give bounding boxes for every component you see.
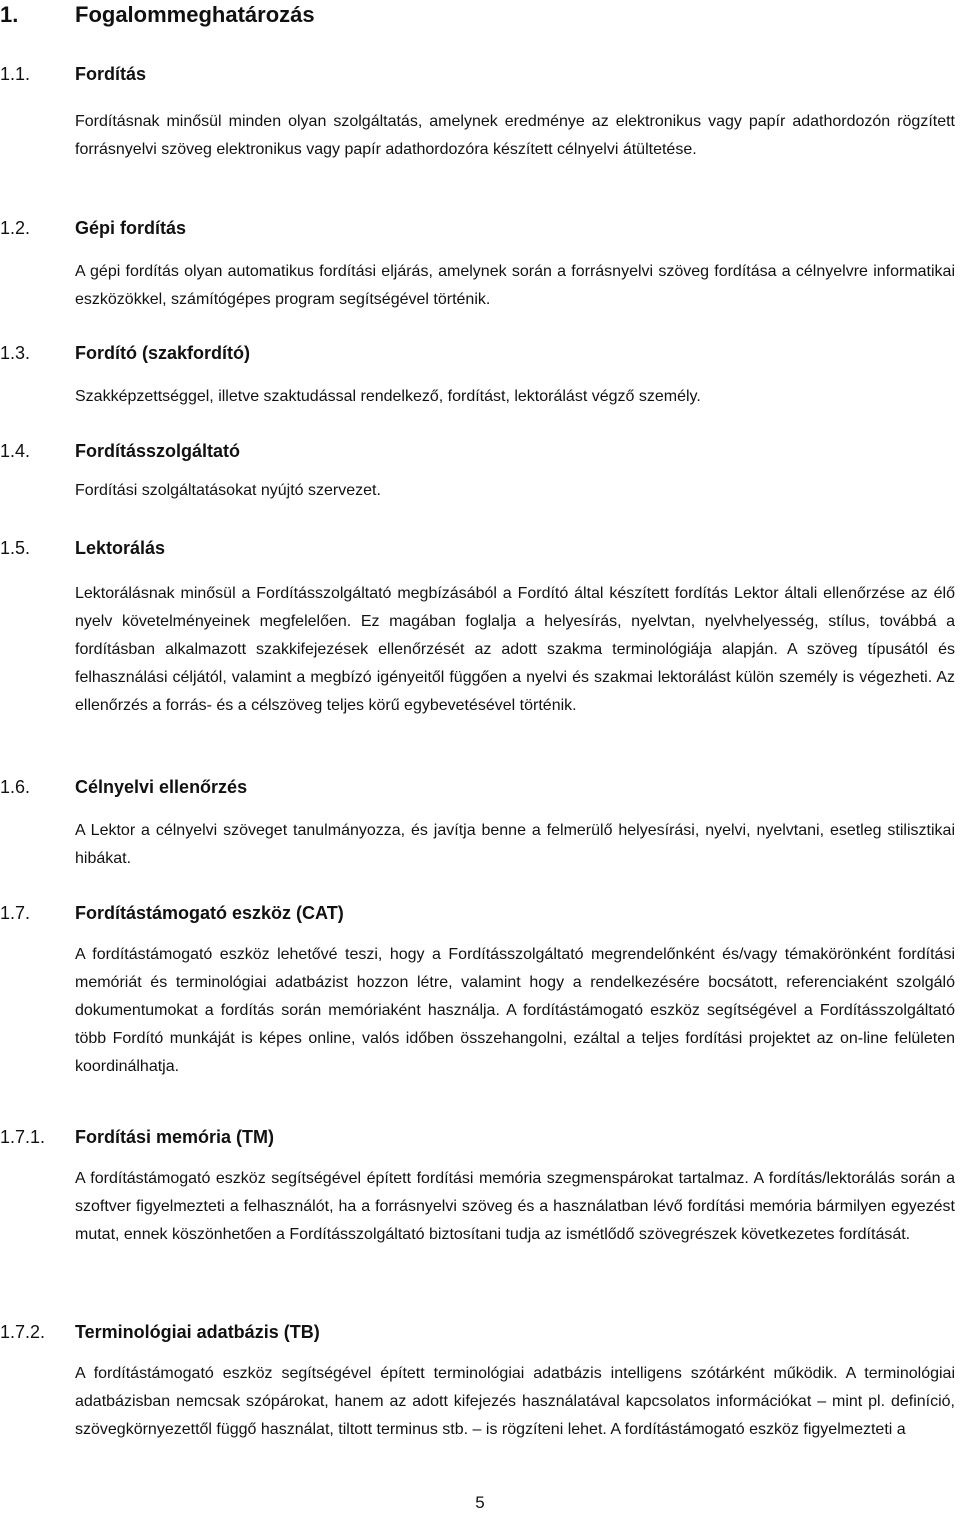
section-number: 1.7. (0, 903, 31, 923)
section-title (0, 62, 960, 86)
main-heading-title: Fogalommeghatározás (75, 2, 315, 27)
section-fordítás (0, 62, 960, 164)
section-title (0, 901, 960, 925)
section-title (0, 216, 960, 240)
page-number: 5 (475, 1493, 485, 1512)
section-heading: Fordítástámogató eszköz (CAT) (75, 903, 344, 923)
main-heading (0, 0, 315, 30)
main-heading-number: 1. (0, 2, 19, 27)
section-heading: Fordításszolgáltató (75, 441, 241, 461)
section-body: A fordítástámogató eszköz lehetővé teszi, hogy a Fordításszolgáltató megrendelőnként és/vagy témakörönként fordítási memóriát és terminológiai adatbázist hozzon létre, valamint hogy a rendelkezésére bocsátott, referenciaként szolgáló dokumentumokat a fordítás során memóriaként használja. A fordítástámogató eszköz segítségével a Fordításszolgáltató több Fordító munkáját is képes online, valós időben összehangolni, ezáltal a teljes fordítási projektet az on-line felületen koordinálhatja. (75, 946, 955, 1075)
section-heading: Gépi fordítás (75, 218, 187, 238)
section-title (0, 1125, 960, 1149)
section-number: 1.4. (0, 441, 31, 461)
section-heading: Lektorálás (75, 538, 166, 558)
section-fordito (0, 341, 960, 411)
section-title (0, 536, 960, 560)
section-title (0, 341, 960, 365)
section-number: 1.6. (0, 777, 31, 797)
section-celnyelvi-ellenorzes (0, 775, 960, 873)
section-heading: Célnyelvi ellenőrzés (75, 777, 248, 797)
section-body: Fordítási szolgáltatásokat nyújtó szervezet. (75, 482, 381, 499)
section-heading: Terminológiai adatbázis (TB) (75, 1322, 320, 1342)
section-number: 1.1. (0, 64, 31, 84)
section-body: Szakképzettséggel, illetve szaktudással rendelkező, fordítást, lektorálást végző személy. (75, 388, 701, 405)
section-forditasszolgaltato (0, 439, 960, 505)
section-number: 1.7.2. (0, 1322, 46, 1342)
section-cat (0, 901, 960, 1081)
section-gepi-forditas (0, 216, 960, 314)
section-heading: Fordítás (75, 64, 147, 84)
section-heading: Fordító (szakfordító) (75, 343, 250, 363)
section-heading: Fordítási memória (TM) (75, 1127, 275, 1147)
section-number: 1.7.1. (0, 1127, 46, 1147)
section-number: 1.2. (0, 218, 31, 238)
section-tm (0, 1125, 960, 1249)
section-body: A Lektor a célnyelvi szöveget tanulmányozza, és javítja benne a felmerülő helyesírási, nyelvi, nyelvtani, esetleg stilisztikai hibákat. (75, 822, 955, 867)
section-body: A fordítástámogató eszköz segítségével épített fordítási memória szegmenspárokat tartalmaz. A fordítás/lektorálás során a szoftver figyelmezteti a felhasználót, ha a forrásnyelvi szöveg és a használatban lévő fordítási memória bármilyen egyezést mutat, ennek köszönhetően a Fordításszolgáltató biztosítani tudja az ismétlődő szövegrészek következetes fordítását. (75, 1170, 955, 1243)
section-body: A fordítástámogató eszköz segítségével épített terminológiai adatbázis intelligens szótárként működik. A terminológiai adatbázisban nemcsak szópárokat, hanem az adott kifejezés használatával kapcsolatos információkat – mint pl. definíció, szövegkörnyezettől függő használat, tiltott terminus stb. – is rögzíteni lehet. A fordítástámogató eszköz figyelmezteti a (75, 1365, 955, 1438)
section-body: Fordításnak minősül minden olyan szolgáltatás, amelynek eredménye az elektronikus vagy papír adathordozón rögzített forrásnyelvi szöveg elektronikus vagy papír adathordozóra készített célnyelvi átültetése. (75, 113, 955, 158)
section-title (0, 775, 960, 799)
section-title (0, 1320, 960, 1344)
section-number: 1.3. (0, 343, 31, 363)
section-tb (0, 1320, 960, 1444)
section-body: Lektorálásnak minősül a Fordításszolgáltató megbízásából a Fordító által készített fordítás Lektor általi ellenőrzése az élő nyelv követelményeinek megfelelően. Ez magában foglalja a helyesírás, nyelvtan, nyelvhelyesség, stílus, továbbá a fordításban alkalmazott szakkifejezések ellenőrzését az adott szakma terminológiája alapján. A szöveg típusától és felhasználási céljától, valamint a megbízó igényeitől függően a nyelvi és szakmai lektorálást külön személy is végezheti. Az ellenőrzés a forrás- és a célszöveg teljes körű egybevetésével történik. (75, 585, 955, 714)
section-lektoralas (0, 536, 960, 720)
section-title (0, 439, 960, 463)
section-number: 1.5. (0, 538, 31, 558)
section-body: A gépi fordítás olyan automatikus fordítási eljárás, amelynek során a forrásnyelvi szöveg fordítása a célnyelvre informatikai eszközökkel, számítógépes program segítségével történik. (75, 263, 955, 308)
